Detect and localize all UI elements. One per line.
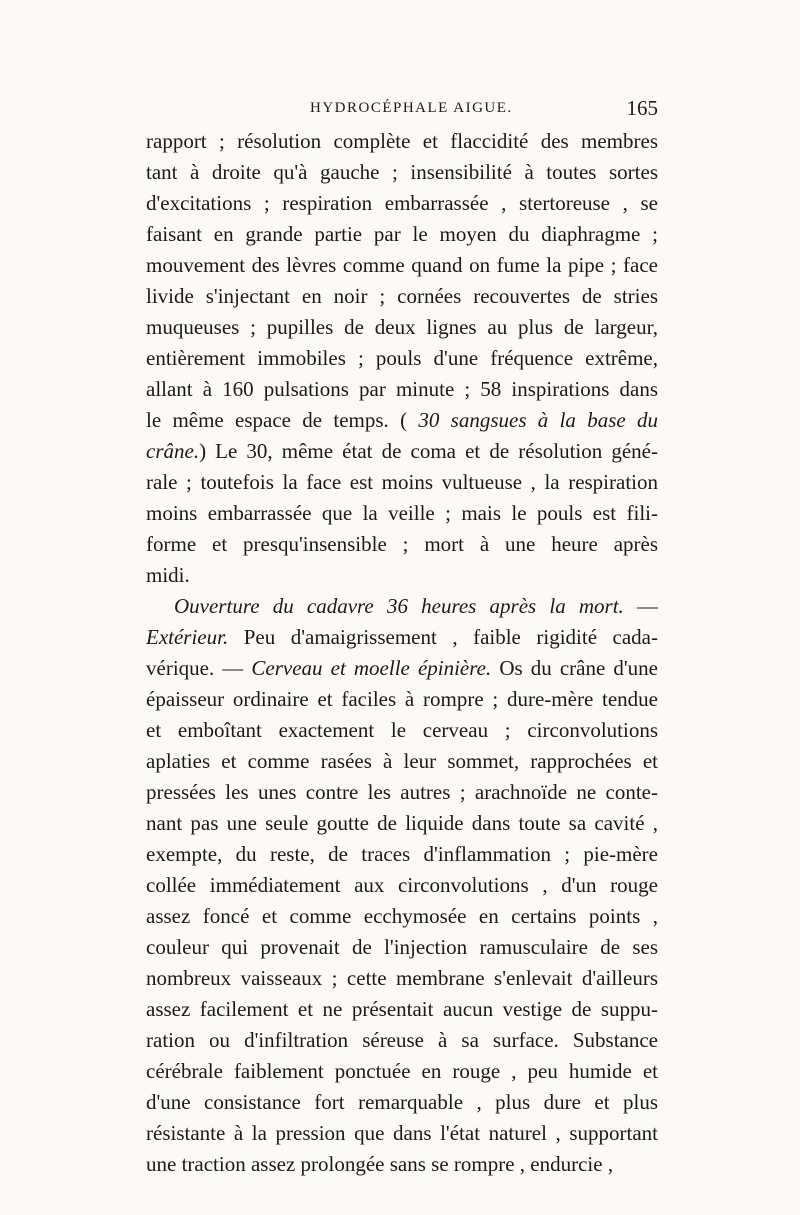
text-line (146, 405, 658, 436)
line-text: vérique. — (146, 656, 252, 680)
line-text: entièrement immobiles ; pouls d'une fréquence extrême, (146, 346, 658, 370)
line-text: livide s'injectant en noir ; cornées recouvertes de stries (146, 284, 658, 308)
text-line (146, 560, 658, 591)
line-text: ration ou d'infiltration séreuse à sa surface. Substance (146, 1028, 658, 1052)
text-line (146, 653, 658, 684)
text-line (146, 1025, 658, 1056)
text-line (146, 932, 658, 963)
text-line (146, 1056, 658, 1087)
line-text: nant pas une seule goutte de liquide dans toute sa cavité , (146, 811, 658, 835)
italic-text: crâne. (146, 439, 200, 463)
text-line (146, 994, 658, 1025)
text-line (146, 529, 658, 560)
text-line (146, 715, 658, 746)
text-line (146, 746, 658, 777)
text-line (146, 870, 658, 901)
line-text: collée immédiatement aux circonvolutions , d'un rouge (146, 873, 658, 897)
text-line (146, 808, 658, 839)
italic-text: 30 sangsues à la base du (418, 408, 658, 432)
text-line (146, 1118, 658, 1149)
line-text: moins embarrassée que la veille ; mais le pouls est fili- (146, 501, 658, 525)
text-line (146, 622, 658, 653)
line-text: rale ; toutefois la face est moins vultueuse , la respiration (146, 470, 658, 494)
text-line (146, 250, 658, 281)
text-line (146, 436, 658, 467)
line-text: Peu d'amaigrissement , faible rigidité cada- (228, 625, 658, 649)
line-text: résistante à la pression que dans l'état naturel , supportant (146, 1121, 658, 1145)
line-text: cérébrale faiblement ponctuée en rouge , peu humide et (146, 1059, 658, 1083)
italic-text: Extérieur. (146, 625, 229, 649)
text-line (146, 374, 658, 405)
line-text: nombreux vaisseaux ; cette membrane s'enlevait d'ailleurs (146, 966, 658, 990)
text-line (146, 467, 658, 498)
line-text: tant à droite qu'à gauche ; insensibilité à toutes sortes (146, 160, 658, 184)
text-line (146, 963, 658, 994)
line-text: aplaties et comme rasées à leur sommet, rapprochées et (146, 749, 658, 773)
italic-text: Ouverture du cadavre 36 heures après la mort. (174, 594, 624, 618)
line-text: Os du crâne d'une (491, 656, 658, 680)
line-text: mouvement des lèvres comme quand on fume la pipe ; face (146, 253, 658, 277)
text-line (146, 1087, 658, 1118)
line-text: faisant en grande partie par le moyen du diaphragme ; (146, 222, 658, 246)
line-text: ) Le 30, même état de coma et de résolution géné- (199, 439, 658, 463)
italic-text: Cerveau et moelle épinière. (251, 656, 492, 680)
line-text: assez foncé et comme ecchymosée en certains points , (146, 904, 658, 928)
text-line (146, 684, 658, 715)
text-line (146, 188, 658, 219)
text-line (146, 498, 658, 529)
line-text: et emboîtant exactement le cerveau ; circonvolutions (146, 718, 658, 742)
line-text: d'une consistance fort remarquable , plus dure et plus (146, 1090, 658, 1114)
running-title: HYDROCÉPHALE AIGUE. (310, 100, 513, 116)
text-line (146, 157, 658, 188)
line-text: muqueuses ; pupilles de deux lignes au plus de largeur, (146, 315, 658, 339)
running-head (146, 96, 658, 126)
line-text: pressées les unes contre les autres ; arachnoïde ne conte- (146, 780, 658, 804)
text-line (146, 126, 658, 157)
line-text: épaisseur ordinaire et faciles à rompre ; dure-mère tendue (146, 687, 658, 711)
text-line (146, 219, 658, 250)
line-text: exempte, du reste, de traces d'inflammation ; pie-mère (146, 842, 658, 866)
line-text: rapport ; résolution complète et flaccidité des membres (146, 129, 658, 153)
page-number: 165 (626, 96, 658, 120)
line-text: une traction assez prolongée sans se rompre , endurcie , (146, 1152, 614, 1176)
line-text: le même espace de temps. ( (146, 408, 419, 432)
text-line (146, 343, 658, 374)
text-line (146, 591, 658, 622)
line-text: allant à 160 pulsations par minute ; 58 inspirations dans (146, 377, 658, 401)
text-line (146, 281, 658, 312)
text-line (146, 901, 658, 932)
text-line (146, 1149, 658, 1180)
line-text: assez facilement et ne présentait aucun vestige de suppu- (146, 997, 658, 1021)
text-line (146, 839, 658, 870)
line-text: midi. (146, 563, 190, 587)
line-text: couleur qui provenait de l'injection ramusculaire de ses (146, 935, 658, 959)
line-text: d'excitations ; respiration embarrassée , stertoreuse , se (146, 191, 658, 215)
text-line (146, 312, 658, 343)
body-text (146, 126, 658, 1180)
line-text: — (623, 594, 658, 618)
text-line (146, 777, 658, 808)
line-text: forme et presqu'insensible ; mort à une heure après (146, 532, 658, 556)
